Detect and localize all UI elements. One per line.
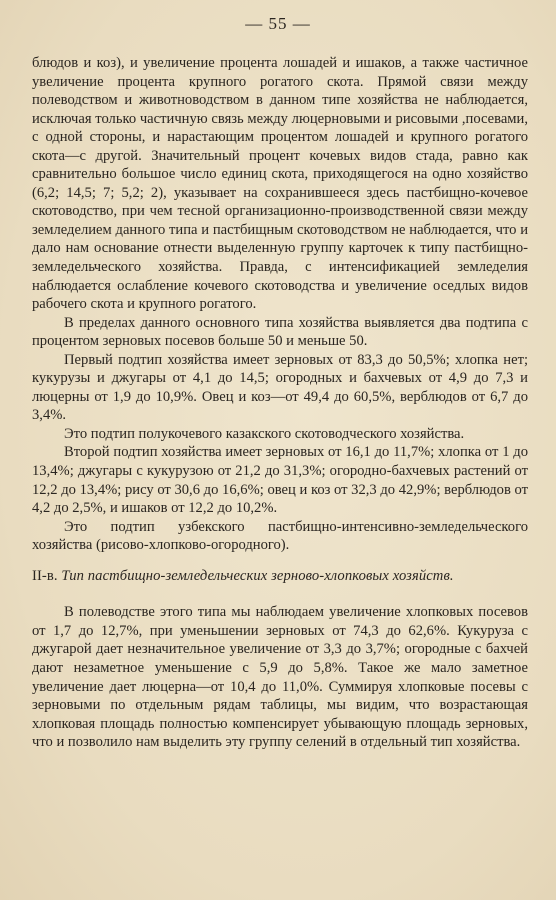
- paragraph-6: Это подтип узбекского пастбищно-интенсивно-земледельческого хозяйства (рисово-хлопково-огородного).: [32, 518, 528, 554]
- paragraph-4: Это подтип полукочевого казакского скотоводческого хозяйства.: [64, 425, 465, 442]
- paragraph-3: Первый подтип хозяйства имеет зерновых от 83,3 до 50,5%; хлопка нет; кукурузы и джугары от 4,1 до 14,5; огородных и бахчевых от 4,9 до 7,3 и люцерны от 1,9 до 10,9%. Овец и коз—от 49,4 до 60,5%, верблюдов от 6,7 до 3,4%.: [32, 351, 528, 424]
- section-title: Тип пастбищно-земледельческих зерново-хлопковых хозяйств.: [61, 567, 454, 584]
- page-number: — 55 —: [245, 14, 311, 33]
- paragraph-2: В пределах данного основного типа хозяйства выявляется два подтипа с процентом зерновых посевов больше 50 и меньше 50.: [32, 314, 528, 350]
- section-number: II-в.: [32, 567, 58, 584]
- paragraph-5: Второй подтип хозяйства имеет зерновых от 16,1 до 11,7%; хлопка от 1 до 13,4%; джугары с кукурузою от 21,2 до 31,3%; огородно-бахчевых растений от 12,2 до 13,4%; рису от 30,6 до 16,6%; овец и коз от 32,3 до 42,9%; верблюдов от 4,2 до 2,5%, и ишаков от 12,2 до 10,2%.: [32, 444, 528, 517]
- section-heading: [32, 567, 528, 586]
- section-paragraph-1: В полеводстве этого типа мы наблюдаем увеличение хлопковых посевов от 1,7 до 12,7%, при уменьшении зерновых от 74,3 до 62,6%. Кукуруза с джугарой дает незначительное увеличение от 3,3 до 3,7%; огородные с бахчей дают незаметное уменьшение с 5,9 до 5,8%. Такое же мало заметное увеличение дает люцерна—от 10,4 до 11,0%. Суммируя хлопковые посевы с зерновыми по отдельным рядам таблицы, мы видим, что возрастающая хлопковая площадь полностью компенсирует убывающую площадь зерновых, что и позволило нам выделить эту группу селений в отдельный тип хозяйства.: [32, 604, 528, 751]
- paragraph-1: блюдов и коз), и увеличение процента лошадей и ишаков, а также частичное увеличение процента крупного рогатого скота. Прямой связи между полеводством и животноводством в данном типе хозяйства не наблюдается, исключая только частичную связь между люцерновыми и рисовыми ,посевами, с одной стороны, и нарастающим процентом лошадей и крупного рогатого скота—с другой. Значительный процент кочевых видов стада, равно как сравнительно большое число единиц скота, приходящегося на одно хозяйство (6,2; 14,5; 7; 5,2; 2), указывает на сохранившееся здесь пастбищно-кочевое скотоводство, при чем тесной организационно-производственной связи между земледелием данного типа и пастбищным скотоводством не наблюдается, что и дало нам основание отнести выделенную группу карточек к типу пастбищно-земледельческого хозяйства. Правда, с интенсификацией земледелия наблюдается ослабление кочевого скотоводства и увеличение оседлых видов рабочего скота и крупного рогатого.: [32, 55, 528, 313]
- body-text: [32, 54, 528, 752]
